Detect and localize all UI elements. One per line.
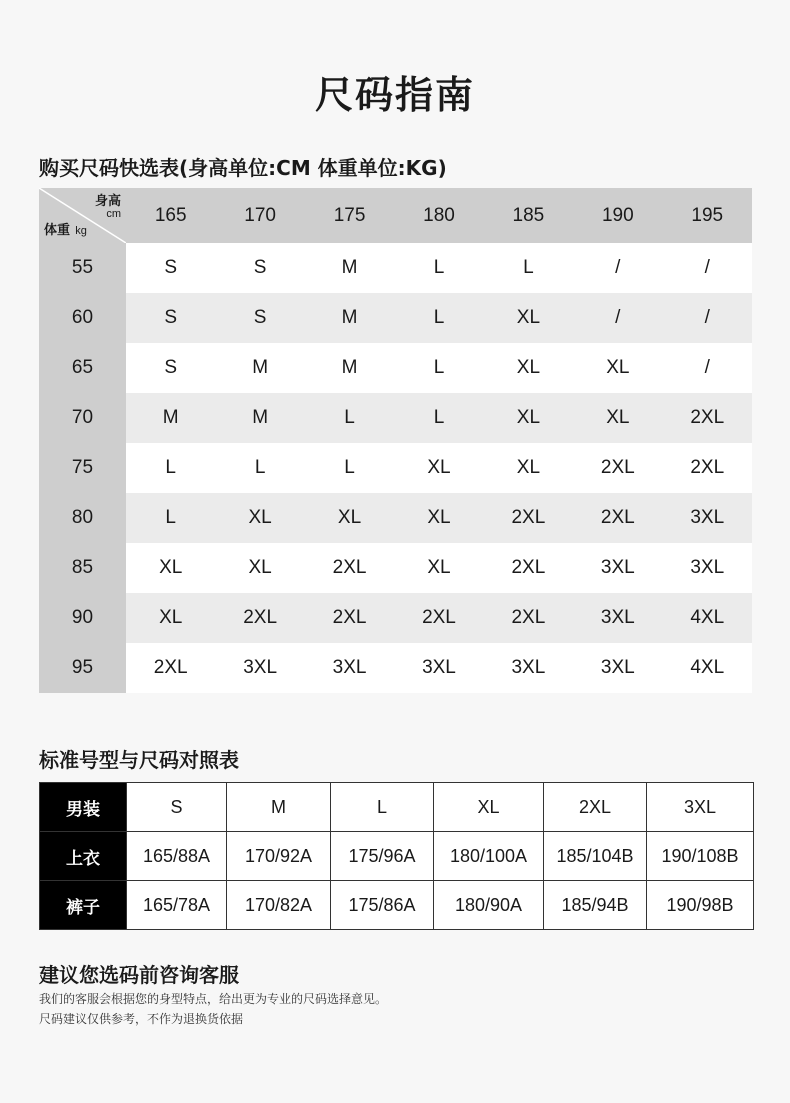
size-cell: M (126, 393, 215, 443)
height-header: 195 (663, 188, 752, 243)
height-header: 185 (484, 188, 573, 243)
quick-table-row (39, 643, 752, 693)
quick-table-row (39, 493, 752, 543)
tops-value: 175/96A (331, 832, 434, 881)
size-cell: S (215, 243, 304, 293)
weight-header: 95 (39, 643, 126, 693)
standard-table-title: 标准号型与尺码对照表 (39, 748, 239, 772)
size-cell: XL (484, 293, 573, 343)
size-cell: 2XL (573, 443, 662, 493)
weight-header: 65 (39, 343, 126, 393)
size-cell: / (663, 243, 752, 293)
height-header: 165 (126, 188, 215, 243)
size-cell: XL (573, 343, 662, 393)
weight-header: 85 (39, 543, 126, 593)
standard-size-table (39, 782, 754, 930)
quick-table-title: 购买尺码快选表(身高单位:CM 体重单位:KG) (39, 156, 447, 180)
size-cell: 2XL (215, 593, 304, 643)
size-cell: 3XL (394, 643, 483, 693)
weight-label: 体重 (44, 222, 71, 237)
size-cell: 3XL (215, 643, 304, 693)
size-cell: 2XL (573, 493, 662, 543)
weight-header: 60 (39, 293, 126, 343)
weight-unit: kg (75, 225, 87, 237)
size-cell: S (126, 343, 215, 393)
height-label: 身高 (94, 193, 121, 208)
size-cell: XL (394, 493, 483, 543)
page-title: 尺码指南 (314, 73, 475, 117)
pants-row (40, 881, 754, 930)
size-cell: L (305, 443, 394, 493)
size-cell: M (305, 243, 394, 293)
size-cell: 2XL (305, 593, 394, 643)
height-header: 180 (394, 188, 483, 243)
pants-value: 185/94B (544, 881, 647, 930)
size-cell: M (215, 343, 304, 393)
size-cell: S (126, 243, 215, 293)
size-cell: XL (215, 493, 304, 543)
size-cell: XL (215, 543, 304, 593)
quick-table-row (39, 543, 752, 593)
size-cell: L (394, 243, 483, 293)
quick-table-row (39, 443, 752, 493)
size-header: S (127, 783, 227, 832)
tops-value: 180/100A (434, 832, 544, 881)
pants-value: 170/82A (227, 881, 331, 930)
quick-table-row (39, 393, 752, 443)
height-header: 170 (215, 188, 304, 243)
size-header: M (227, 783, 331, 832)
size-cell: XL (484, 443, 573, 493)
size-cell: L (126, 443, 215, 493)
size-cell: XL (126, 593, 215, 643)
size-cell: XL (394, 443, 483, 493)
size-cell: 3XL (573, 593, 662, 643)
size-cell: L (394, 293, 483, 343)
pants-value: 165/78A (127, 881, 227, 930)
size-cell: L (394, 393, 483, 443)
tops-label: 上衣 (40, 832, 127, 881)
size-cell: 3XL (484, 643, 573, 693)
size-cell: XL (573, 393, 662, 443)
standard-header-row (40, 783, 754, 832)
size-header: 3XL (647, 783, 754, 832)
size-cell: 2XL (484, 493, 573, 543)
height-header: 175 (305, 188, 394, 243)
size-cell: 3XL (663, 543, 752, 593)
size-cell: L (215, 443, 304, 493)
quick-table-row (39, 243, 752, 293)
size-cell: / (573, 243, 662, 293)
menswear-label: 男装 (40, 783, 127, 832)
size-cell: 3XL (573, 643, 662, 693)
weight-header: 90 (39, 593, 126, 643)
size-cell: S (126, 293, 215, 343)
quick-table-row (39, 343, 752, 393)
table-corner-cell (39, 188, 126, 243)
quick-table-header-row (39, 188, 752, 243)
pants-label: 裤子 (40, 881, 127, 930)
size-cell: M (305, 293, 394, 343)
size-cell: 3XL (305, 643, 394, 693)
tops-value: 165/88A (127, 832, 227, 881)
size-cell: XL (484, 343, 573, 393)
tops-row (40, 832, 754, 881)
size-cell: 3XL (663, 493, 752, 543)
weight-header: 80 (39, 493, 126, 543)
size-cell: / (573, 293, 662, 343)
tops-value: 185/104B (544, 832, 647, 881)
weight-header: 70 (39, 393, 126, 443)
pants-value: 190/98B (647, 881, 754, 930)
size-header: 2XL (544, 783, 647, 832)
quick-table-row (39, 293, 752, 343)
size-cell: 2XL (484, 593, 573, 643)
height-header: 190 (573, 188, 662, 243)
size-cell: XL (484, 393, 573, 443)
size-cell: 2XL (663, 443, 752, 493)
size-cell: XL (394, 543, 483, 593)
height-unit: cm (106, 208, 121, 220)
size-cell: L (394, 343, 483, 393)
size-cell: 2XL (663, 393, 752, 443)
size-cell: M (215, 393, 304, 443)
size-cell: L (126, 493, 215, 543)
size-cell: XL (305, 493, 394, 543)
size-cell: 2XL (484, 543, 573, 593)
weight-header: 55 (39, 243, 126, 293)
advice-title: 建议您选码前咨询客服 (39, 963, 239, 987)
advice-line: 我们的客服会根据您的身型特点，给出更为专业的尺码选择意见。 (39, 992, 388, 1006)
weight-header: 75 (39, 443, 126, 493)
size-header: L (331, 783, 434, 832)
pants-value: 180/90A (434, 881, 544, 930)
size-cell: / (663, 343, 752, 393)
size-cell: 4XL (663, 593, 752, 643)
size-cell: 3XL (573, 543, 662, 593)
size-cell: 2XL (394, 593, 483, 643)
size-cell: XL (126, 543, 215, 593)
size-cell: M (305, 343, 394, 393)
size-cell: 2XL (126, 643, 215, 693)
size-cell: 2XL (305, 543, 394, 593)
size-cell: 4XL (663, 643, 752, 693)
size-header: XL (434, 783, 544, 832)
quick-size-table (39, 188, 752, 693)
quick-table-row (39, 593, 752, 643)
size-cell: / (663, 293, 752, 343)
size-cell: L (484, 243, 573, 293)
tops-value: 190/108B (647, 832, 754, 881)
size-cell: L (305, 393, 394, 443)
advice-line: 尺码建议仅供参考，不作为退换货依据 (39, 1012, 244, 1026)
size-cell: S (215, 293, 304, 343)
pants-value: 175/86A (331, 881, 434, 930)
tops-value: 170/92A (227, 832, 331, 881)
